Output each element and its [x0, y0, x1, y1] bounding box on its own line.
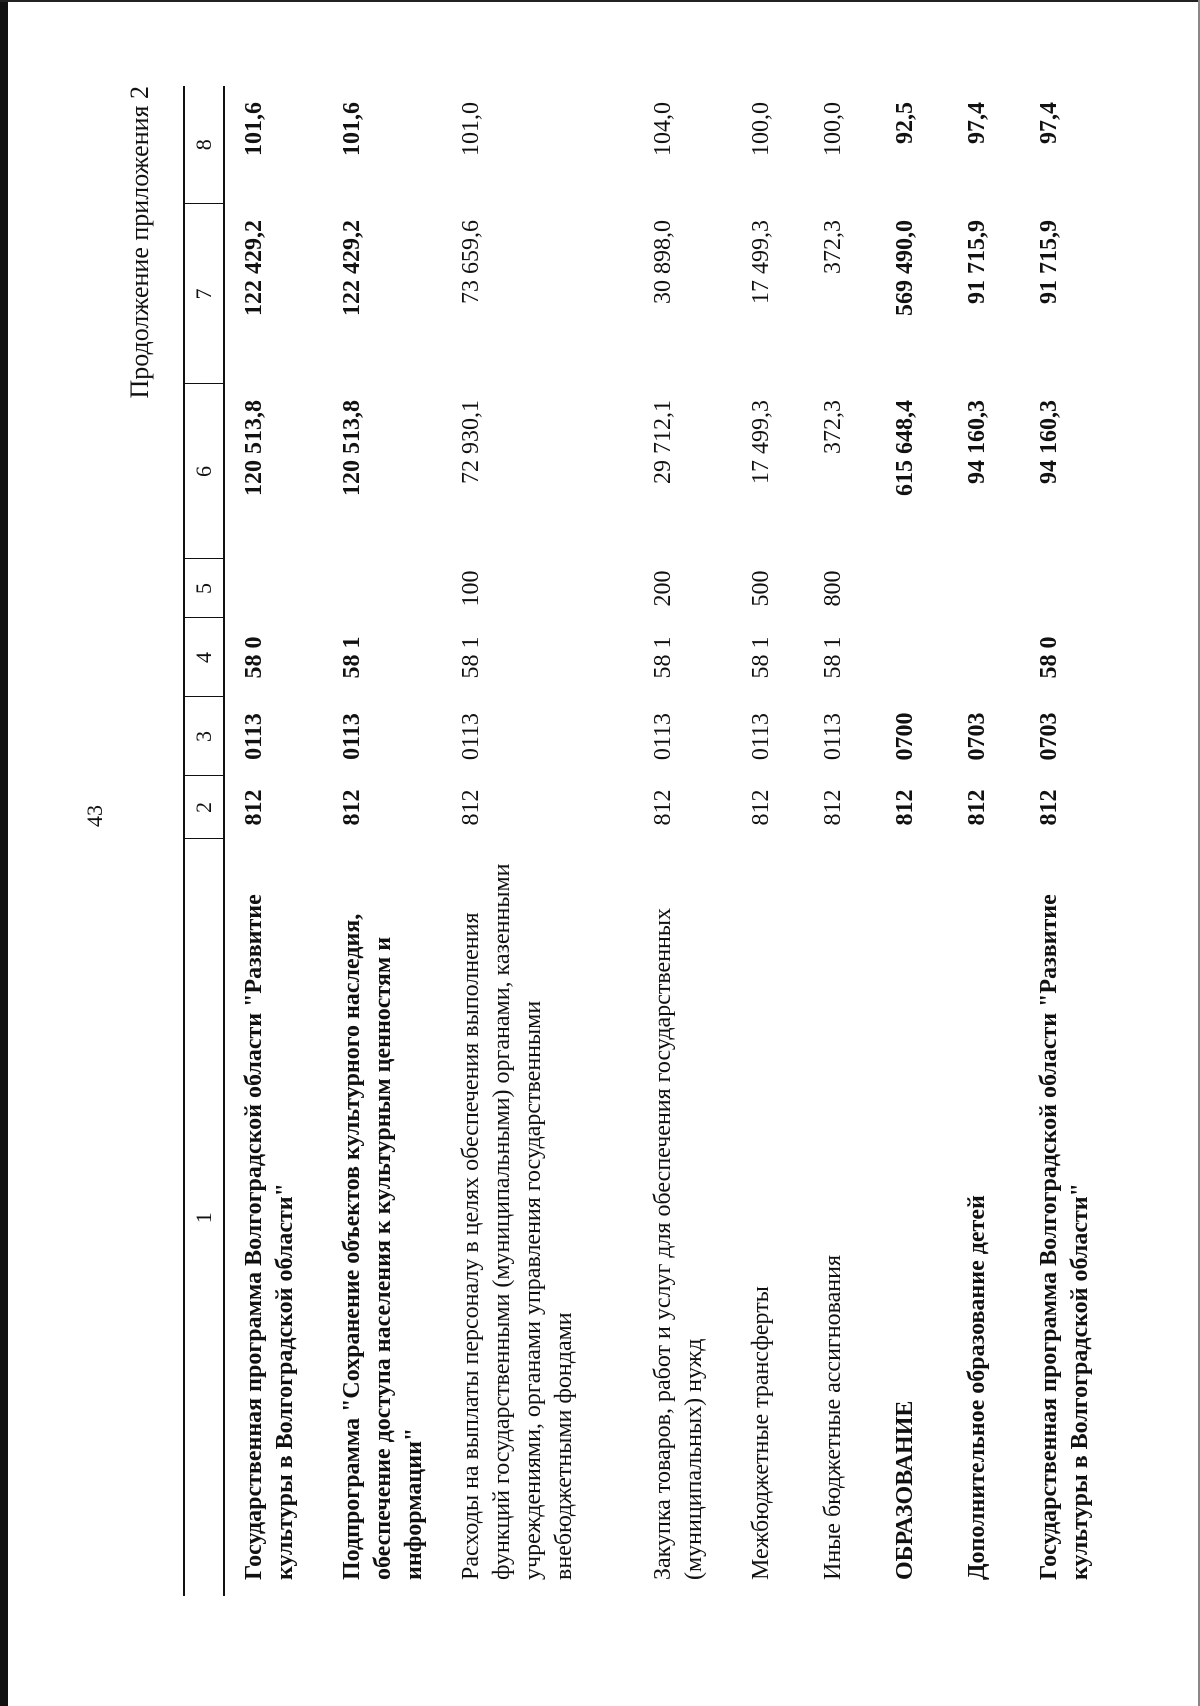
row-percent: 101,6 [241, 102, 267, 156]
column-header-2: 2 [184, 776, 224, 839]
row-actual: 73 659,6 [458, 220, 484, 304]
row-name: Закупка товаров, работ и услуг для обеспечения государственных (муниципальных) нужд [650, 907, 707, 1580]
row-name: Межбюджетные трансферты [748, 1286, 774, 1580]
row-planned: 120 513,8 [339, 400, 365, 496]
row-actual: 122 429,2 [339, 220, 365, 316]
column-header-3: 3 [184, 697, 224, 776]
row-program-code: 58 1 [650, 636, 676, 679]
row-program-code [876, 618, 948, 697]
column-header-6: 6 [184, 384, 224, 559]
column-header-1: 1 [184, 839, 224, 1596]
row-expense-type: 100 [458, 570, 484, 607]
table-row [634, 86, 732, 1596]
appendix-note: Продолжение приложения 2 [125, 86, 154, 399]
row-planned: 94 160,3 [964, 400, 990, 484]
row-planned: 72 930,1 [458, 400, 484, 484]
row-ministry-code: 812 [1036, 789, 1062, 826]
row-planned: 615 648,4 [892, 400, 918, 496]
row-program-code: 58 1 [458, 636, 484, 679]
row-program-code: 58 1 [820, 636, 846, 679]
row-actual: 30 898,0 [650, 220, 676, 304]
row-percent: 101,0 [458, 102, 484, 156]
row-section-code: 0113 [820, 712, 846, 761]
column-header-8: 8 [184, 86, 224, 204]
budget-table [183, 86, 1118, 1596]
table-row [323, 86, 442, 1596]
row-section-code: 0113 [748, 712, 774, 761]
row-section-code: 0113 [650, 712, 676, 761]
row-percent: 100,0 [820, 102, 846, 156]
row-name: Государственная программа Волгоградской области "Развитие культуры в Волгоградской области" [1036, 894, 1093, 1580]
row-name: Расходы на выплаты персоналу в целях обеспечения выполнения функций государственными (муниципальными) органами, казенными учреждениями, органами управления государственными внебюджетными фондами [458, 863, 577, 1580]
row-percent: 92,5 [892, 102, 918, 144]
row-planned: 29 712,1 [650, 400, 676, 484]
row-name: Государственная программа Волгоградской области "Развитие культуры в Волгоградской области" [241, 894, 298, 1580]
row-program-code: 58 0 [241, 636, 267, 679]
row-section-code: 0113 [339, 713, 365, 760]
row-percent: 104,0 [650, 102, 676, 156]
row-program-code: 58 1 [339, 636, 365, 679]
row-ministry-code: 812 [241, 789, 267, 826]
row-actual: 91 715,9 [1036, 220, 1062, 304]
table-row [876, 86, 948, 1596]
row-program-code [948, 618, 1020, 697]
row-percent: 97,4 [1036, 102, 1062, 144]
row-expense-type: 800 [820, 570, 846, 607]
row-expense-type [1020, 559, 1118, 618]
table-header-row [184, 86, 224, 1596]
row-actual: 372,3 [820, 220, 846, 274]
row-name: ОБРАЗОВАНИЕ [892, 1400, 918, 1580]
row-section-code: 0700 [892, 712, 918, 761]
row-expense-type [224, 559, 323, 618]
row-section-code: 0113 [241, 713, 267, 760]
row-name: Иные бюджетные ассигнования [820, 1255, 846, 1580]
row-expense-type: 500 [748, 570, 774, 607]
row-actual: 17 499,3 [748, 220, 774, 304]
row-planned: 17 499,3 [748, 400, 774, 484]
row-section-code: 0703 [964, 712, 990, 761]
row-name: Дополнительное образование детей [964, 1195, 990, 1580]
column-header-5: 5 [184, 559, 224, 618]
row-program-code: 58 0 [1036, 636, 1062, 679]
page-number: 43 [82, 805, 107, 827]
row-program-code: 58 1 [748, 636, 774, 679]
row-ministry-code: 812 [339, 789, 365, 826]
row-ministry-code: 812 [964, 789, 990, 826]
row-percent: 97,4 [964, 102, 990, 144]
row-actual: 569 490,0 [892, 220, 918, 316]
table-row [948, 86, 1020, 1596]
column-header-7: 7 [184, 204, 224, 384]
row-planned: 120 513,8 [241, 400, 267, 496]
row-actual: 122 429,2 [241, 220, 267, 316]
row-section-code: 0703 [1036, 712, 1062, 761]
row-planned: 372,3 [820, 400, 846, 454]
row-expense-type [323, 559, 442, 618]
row-name: Подпрограмма "Сохранение объектов культурного наследия, обеспечение доступа населения к культурным ценностям и информации" [339, 913, 427, 1580]
row-ministry-code: 812 [748, 789, 774, 826]
row-expense-type [948, 559, 1020, 618]
column-header-4: 4 [184, 618, 224, 697]
row-expense-type [876, 559, 948, 618]
row-percent: 101,6 [339, 102, 365, 156]
row-expense-type: 200 [650, 570, 676, 607]
table-row [804, 86, 876, 1596]
table-row [732, 86, 804, 1596]
table-row [224, 86, 323, 1596]
row-planned: 94 160,3 [1036, 400, 1062, 484]
row-section-code: 0113 [458, 712, 484, 761]
row-percent: 100,0 [748, 102, 774, 156]
row-ministry-code: 812 [820, 789, 846, 826]
row-ministry-code: 812 [892, 789, 918, 826]
row-ministry-code: 812 [650, 789, 676, 826]
table-row [442, 86, 634, 1596]
row-ministry-code: 812 [458, 789, 484, 826]
table-row [1020, 86, 1118, 1596]
row-actual: 91 715,9 [964, 220, 990, 304]
